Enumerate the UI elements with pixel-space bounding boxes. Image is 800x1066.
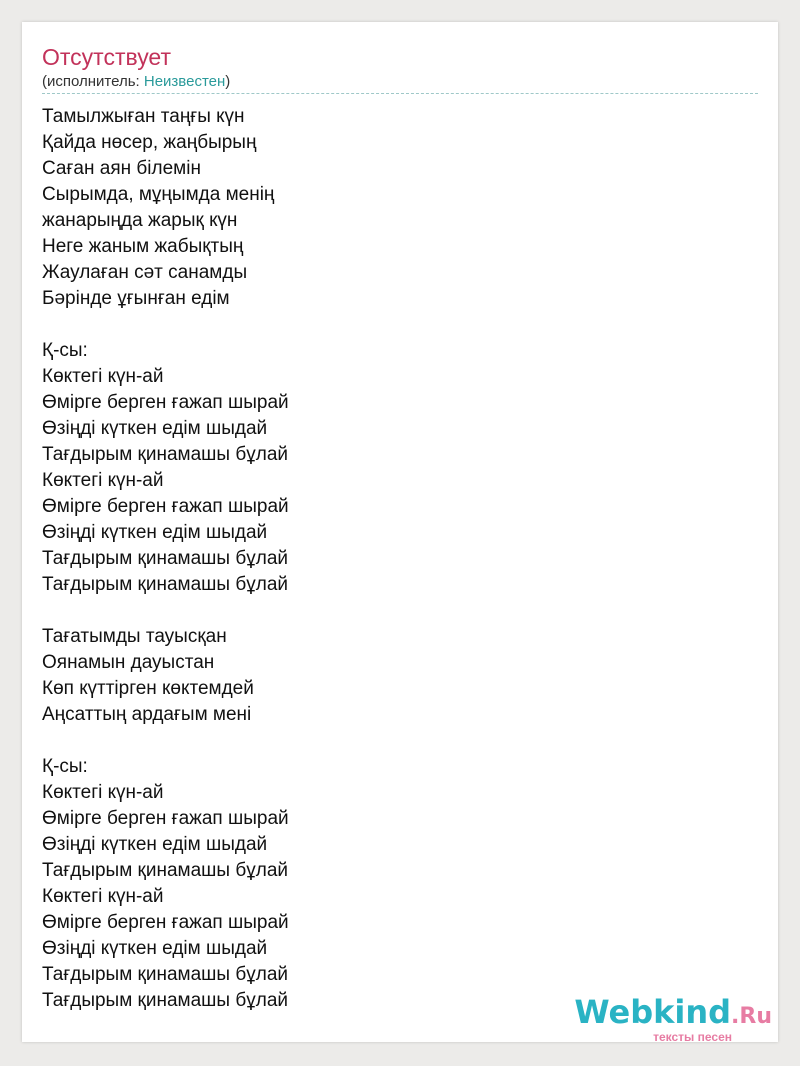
song-title: Отсутствует [42, 44, 171, 70]
artist-suffix: ) [225, 73, 231, 90]
lyric-line: Өзіңді күткен едім шыдай [42, 418, 268, 439]
logo-wordmark [574, 995, 772, 1034]
lyric-line: Тағдырым қинамашы бұлай [42, 574, 288, 595]
lyric-line: Көктегі күн-ай [42, 470, 164, 491]
artist-link[interactable]: Неизвестен [143, 73, 226, 90]
lyric-line: жанарыңда жарық күн [42, 210, 238, 231]
site-logo[interactable] [574, 995, 772, 1044]
stanza-break [42, 312, 289, 338]
logo-tld: .Ru [731, 1004, 772, 1029]
lyric-line: Тағдырым қинамашы бұлай [42, 990, 288, 1011]
lyric-line: Саған аян білемін [42, 158, 201, 179]
lyric-line: Сырымда, мұңымда менің [42, 184, 275, 205]
lyric-line: Тағдырым қинамашы бұлай [42, 548, 288, 569]
logo-main-text: Webkind [574, 993, 732, 1031]
logo-tagline: тексты песен [653, 1030, 732, 1044]
lyric-line: Көктегі күн-ай [42, 782, 164, 803]
lyric-line: Тағатымды тауысқан [42, 626, 227, 647]
stanza-break [42, 598, 289, 624]
title-divider [42, 93, 758, 94]
lyric-line: Көп күттірген көктемдей [42, 678, 254, 699]
lyric-line: Бәрінде ұғынған едім [42, 288, 230, 309]
lyric-line: Тамылжыған таңғы күн [42, 106, 245, 127]
stanza-break [42, 728, 289, 754]
artist-prefix: (исполнитель: [42, 73, 144, 90]
lyric-line: Өмірге берген ғажап шырай [42, 808, 289, 829]
lyric-line: Өмірге берген ғажап шырай [42, 912, 289, 933]
lyric-line: Тағдырым қинамашы бұлай [42, 444, 288, 465]
lyric-line: Аңсаттың ардағым мені [42, 704, 252, 725]
lyric-line: Көктегі күн-ай [42, 366, 164, 387]
lyric-line: Неге жаным жабықтың [42, 236, 244, 257]
lyric-line: Тағдырым қинамашы бұлай [42, 860, 288, 881]
lyric-line: Тағдырым қинамашы бұлай [42, 964, 288, 985]
lyric-line: Өзіңді күткен едім шыдай [42, 938, 268, 959]
lyric-line: Көктегі күн-ай [42, 886, 164, 907]
lyric-line: Өзіңді күткен едім шыдай [42, 834, 268, 855]
lyric-line: Жаулаған сәт санамды [42, 262, 248, 283]
lyric-line: Оянамын дауыстан [42, 652, 215, 673]
lyric-line: Өзіңді күткен едім шыдай [42, 522, 268, 543]
lyric-line: Өмірге берген ғажап шырай [42, 392, 289, 413]
lyric-line: Өмірге берген ғажап шырай [42, 496, 289, 517]
artist-line [42, 73, 230, 91]
lyric-line: Қайда нөсер, жаңбырың [42, 132, 257, 153]
lyrics-text [42, 104, 289, 1014]
lyric-line: Қ-сы: [42, 340, 88, 361]
lyric-line: Қ-сы: [42, 756, 88, 777]
